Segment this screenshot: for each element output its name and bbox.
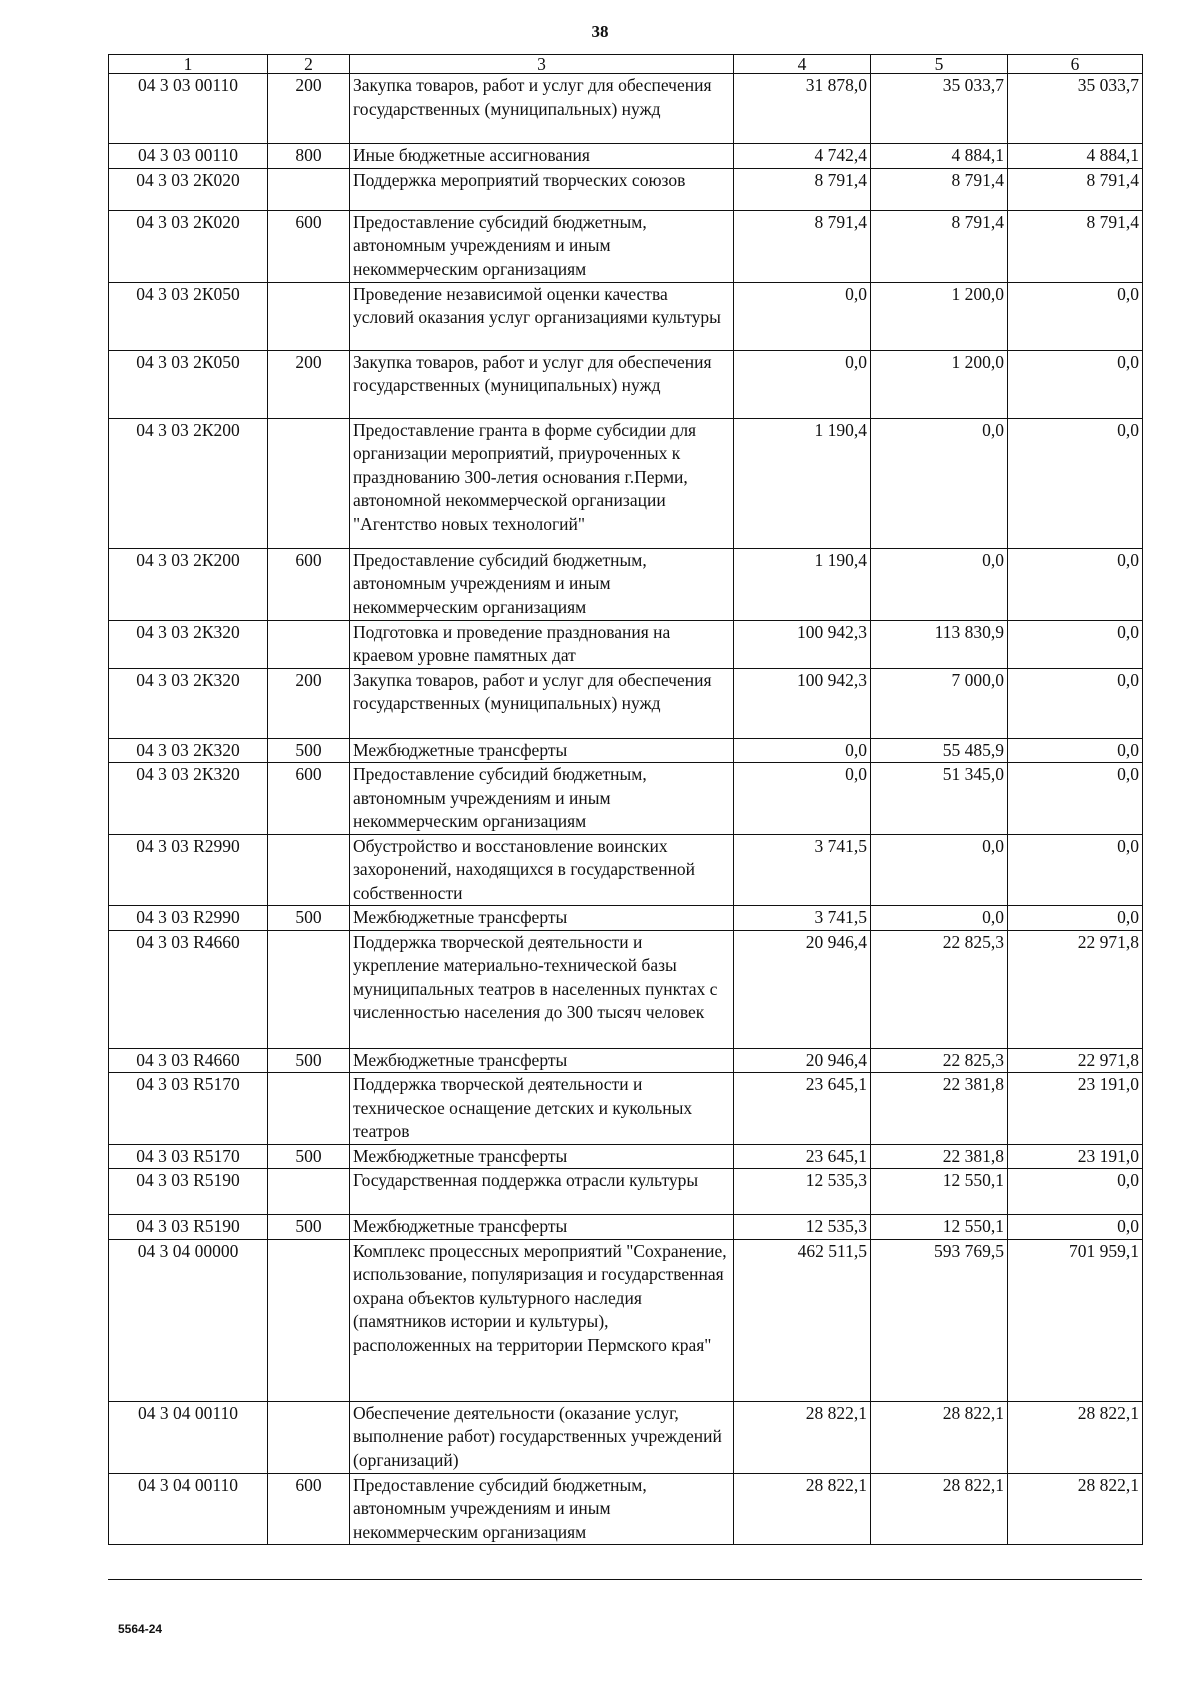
row-value-3: 8 791,4 xyxy=(1008,210,1143,282)
row-value-3: 0,0 xyxy=(1008,763,1143,835)
table-row xyxy=(109,350,1143,418)
row-code: 04 3 03 2К320 xyxy=(109,738,268,763)
row-value-1: 1 190,4 xyxy=(734,418,871,548)
row-code: 04 3 03 R5190 xyxy=(109,1215,268,1240)
row-code: 04 3 03 2К200 xyxy=(109,418,268,548)
table-row xyxy=(109,418,1143,548)
row-code: 04 3 03 2К020 xyxy=(109,168,268,210)
row-value-2: 12 550,1 xyxy=(871,1169,1008,1215)
table-row xyxy=(109,210,1143,282)
row-value-1: 1 190,4 xyxy=(734,548,871,620)
row-value-1: 3 741,5 xyxy=(734,834,871,906)
table-row xyxy=(109,144,1143,169)
table-row xyxy=(109,620,1143,668)
row-value-1: 8 791,4 xyxy=(734,168,871,210)
row-name: Закупка товаров, работ и услуг для обеспечения государственных (муниципальных) нужд xyxy=(350,350,734,418)
row-name: Обустройство и восстановление воинских захоронений, находящихся в государственной собственности xyxy=(350,834,734,906)
header-col-5: 5 xyxy=(871,55,1008,74)
row-expense-type xyxy=(268,1169,350,1215)
row-name: Государственная поддержка отрасли культуры xyxy=(350,1169,734,1215)
header-col-2: 2 xyxy=(268,55,350,74)
row-expense-type: 500 xyxy=(268,1048,350,1073)
row-value-2: 22 381,8 xyxy=(871,1073,1008,1145)
table-row xyxy=(109,763,1143,835)
row-value-2: 28 822,1 xyxy=(871,1401,1008,1473)
row-code: 04 3 03 2К320 xyxy=(109,620,268,668)
row-value-3: 0,0 xyxy=(1008,1169,1143,1215)
row-expense-type: 200 xyxy=(268,668,350,738)
row-expense-type: 500 xyxy=(268,906,350,931)
row-code: 04 3 04 00000 xyxy=(109,1239,268,1401)
row-value-3: 0,0 xyxy=(1008,418,1143,548)
row-name: Проведение независимой оценки качества условий оказания услуг организациями культуры xyxy=(350,282,734,350)
row-code: 04 3 03 R5170 xyxy=(109,1144,268,1169)
row-value-2: 22 825,3 xyxy=(871,1048,1008,1073)
row-value-2: 51 345,0 xyxy=(871,763,1008,835)
row-value-1: 28 822,1 xyxy=(734,1401,871,1473)
row-value-2: 593 769,5 xyxy=(871,1239,1008,1401)
row-value-3: 28 822,1 xyxy=(1008,1473,1143,1545)
row-value-1: 0,0 xyxy=(734,738,871,763)
row-value-1: 20 946,4 xyxy=(734,1048,871,1073)
row-value-3: 35 033,7 xyxy=(1008,74,1143,144)
row-value-1: 462 511,5 xyxy=(734,1239,871,1401)
footer-rule xyxy=(108,1579,1142,1580)
row-code: 04 3 03 2К050 xyxy=(109,350,268,418)
row-expense-type xyxy=(268,282,350,350)
row-value-3: 0,0 xyxy=(1008,548,1143,620)
row-name: Поддержка творческой деятельности и укрепление материально-технической базы муниципальных театров в населенных пунктах с численностью населения до 300 тысяч человек xyxy=(350,930,734,1048)
row-value-1: 0,0 xyxy=(734,763,871,835)
row-value-1: 100 942,3 xyxy=(734,620,871,668)
row-code: 04 3 03 2К050 xyxy=(109,282,268,350)
row-code: 04 3 03 2К320 xyxy=(109,763,268,835)
row-value-1: 12 535,3 xyxy=(734,1215,871,1240)
table-row xyxy=(109,1144,1143,1169)
row-name: Межбюджетные трансферты xyxy=(350,1048,734,1073)
table-row xyxy=(109,1215,1143,1240)
row-value-3: 28 822,1 xyxy=(1008,1401,1143,1473)
row-code: 04 3 03 2К020 xyxy=(109,210,268,282)
row-value-1: 8 791,4 xyxy=(734,210,871,282)
row-value-2: 1 200,0 xyxy=(871,350,1008,418)
table-row xyxy=(109,168,1143,210)
row-code: 04 3 03 R4660 xyxy=(109,1048,268,1073)
row-value-3: 0,0 xyxy=(1008,668,1143,738)
row-code: 04 3 03 R2990 xyxy=(109,834,268,906)
row-value-3: 0,0 xyxy=(1008,834,1143,906)
row-value-1: 23 645,1 xyxy=(734,1073,871,1145)
row-value-1: 31 878,0 xyxy=(734,74,871,144)
row-expense-type xyxy=(268,1073,350,1145)
table-row xyxy=(109,930,1143,1048)
row-name: Закупка товаров, работ и услуг для обеспечения государственных (муниципальных) нужд xyxy=(350,668,734,738)
row-value-1: 0,0 xyxy=(734,282,871,350)
row-value-1: 4 742,4 xyxy=(734,144,871,169)
row-value-3: 0,0 xyxy=(1008,906,1143,931)
header-col-3: 3 xyxy=(350,55,734,74)
row-value-2: 1 200,0 xyxy=(871,282,1008,350)
row-value-2: 28 822,1 xyxy=(871,1473,1008,1545)
row-name: Предоставление субсидий бюджетным, автономным учреждениям и иным некоммерческим организациям xyxy=(350,548,734,620)
row-code: 04 3 03 R4660 xyxy=(109,930,268,1048)
header-col-1: 1 xyxy=(109,55,268,74)
row-code: 04 3 04 00110 xyxy=(109,1401,268,1473)
row-expense-type: 600 xyxy=(268,763,350,835)
budget-table xyxy=(108,54,1143,1545)
row-code: 04 3 03 2К200 xyxy=(109,548,268,620)
row-value-2: 8 791,4 xyxy=(871,210,1008,282)
row-code: 04 3 03 R5190 xyxy=(109,1169,268,1215)
row-value-3: 4 884,1 xyxy=(1008,144,1143,169)
row-code: 04 3 04 00110 xyxy=(109,1473,268,1545)
row-value-2: 7 000,0 xyxy=(871,668,1008,738)
table-row xyxy=(109,1169,1143,1215)
row-value-1: 23 645,1 xyxy=(734,1144,871,1169)
row-value-2: 8 791,4 xyxy=(871,168,1008,210)
row-value-1: 100 942,3 xyxy=(734,668,871,738)
row-expense-type: 200 xyxy=(268,350,350,418)
row-value-3: 0,0 xyxy=(1008,1215,1143,1240)
table-row xyxy=(109,668,1143,738)
row-value-3: 23 191,0 xyxy=(1008,1073,1143,1145)
row-value-1: 12 535,3 xyxy=(734,1169,871,1215)
row-value-3: 0,0 xyxy=(1008,350,1143,418)
table-row xyxy=(109,548,1143,620)
row-expense-type: 800 xyxy=(268,144,350,169)
row-expense-type xyxy=(268,930,350,1048)
row-name: Межбюджетные трансферты xyxy=(350,738,734,763)
row-value-2: 4 884,1 xyxy=(871,144,1008,169)
row-code: 04 3 03 R2990 xyxy=(109,906,268,931)
row-value-3: 0,0 xyxy=(1008,620,1143,668)
row-name: Закупка товаров, работ и услуг для обеспечения государственных (муниципальных) нужд xyxy=(350,74,734,144)
row-value-3: 22 971,8 xyxy=(1008,930,1143,1048)
row-value-2: 0,0 xyxy=(871,418,1008,548)
row-value-1: 3 741,5 xyxy=(734,906,871,931)
row-expense-type: 500 xyxy=(268,1215,350,1240)
row-value-2: 22 825,3 xyxy=(871,930,1008,1048)
row-name: Предоставление субсидий бюджетным, автономным учреждениям и иным некоммерческим организациям xyxy=(350,210,734,282)
table-row xyxy=(109,74,1143,144)
document-code: 5564-24 xyxy=(118,1622,163,1636)
row-expense-type: 600 xyxy=(268,548,350,620)
row-value-2: 0,0 xyxy=(871,548,1008,620)
row-value-3: 8 791,4 xyxy=(1008,168,1143,210)
row-expense-type xyxy=(268,418,350,548)
row-name: Подготовка и проведение празднования на краевом уровне памятных дат xyxy=(350,620,734,668)
table-row xyxy=(109,834,1143,906)
row-name: Межбюджетные трансферты xyxy=(350,906,734,931)
table-row xyxy=(109,1401,1143,1473)
row-code: 04 3 03 00110 xyxy=(109,144,268,169)
row-name: Иные бюджетные ассигнования xyxy=(350,144,734,169)
row-value-3: 23 191,0 xyxy=(1008,1144,1143,1169)
row-expense-type: 500 xyxy=(268,738,350,763)
row-value-2: 55 485,9 xyxy=(871,738,1008,763)
row-value-2: 0,0 xyxy=(871,906,1008,931)
row-value-2: 22 381,8 xyxy=(871,1144,1008,1169)
row-expense-type: 600 xyxy=(268,1473,350,1545)
header-col-6: 6 xyxy=(1008,55,1143,74)
row-value-2: 35 033,7 xyxy=(871,74,1008,144)
table-row xyxy=(109,1473,1143,1545)
table-row xyxy=(109,906,1143,931)
row-name: Межбюджетные трансферты xyxy=(350,1215,734,1240)
row-value-3: 0,0 xyxy=(1008,282,1143,350)
row-value-1: 28 822,1 xyxy=(734,1473,871,1545)
row-name: Поддержка мероприятий творческих союзов xyxy=(350,168,734,210)
row-name: Предоставление субсидий бюджетным, автономным учреждениям и иным некоммерческим организациям xyxy=(350,1473,734,1545)
row-expense-type xyxy=(268,1239,350,1401)
row-expense-type xyxy=(268,1401,350,1473)
row-expense-type: 500 xyxy=(268,1144,350,1169)
row-expense-type xyxy=(268,834,350,906)
row-code: 04 3 03 R5170 xyxy=(109,1073,268,1145)
row-name: Межбюджетные трансферты xyxy=(350,1144,734,1169)
row-name: Предоставление субсидий бюджетным, автономным учреждениям и иным некоммерческим организациям xyxy=(350,763,734,835)
row-value-3: 701 959,1 xyxy=(1008,1239,1143,1401)
table-row xyxy=(109,1239,1143,1401)
row-value-2: 113 830,9 xyxy=(871,620,1008,668)
row-value-3: 0,0 xyxy=(1008,738,1143,763)
header-col-4: 4 xyxy=(734,55,871,74)
table-row xyxy=(109,1048,1143,1073)
row-expense-type xyxy=(268,168,350,210)
table-row xyxy=(109,1073,1143,1145)
row-value-1: 20 946,4 xyxy=(734,930,871,1048)
table-row xyxy=(109,282,1143,350)
row-value-2: 0,0 xyxy=(871,834,1008,906)
row-code: 04 3 03 2К320 xyxy=(109,668,268,738)
row-name: Обеспечение деятельности (оказание услуг, выполнение работ) государственных учреждений (организаций) xyxy=(350,1401,734,1473)
row-name: Комплекс процессных мероприятий "Сохранение, использование, популяризация и государственная охрана объектов культурного наследия (памятников истории и культуры), расположенных на территории Пермского края" xyxy=(350,1239,734,1401)
row-value-2: 12 550,1 xyxy=(871,1215,1008,1240)
row-expense-type: 200 xyxy=(268,74,350,144)
header-row xyxy=(109,55,1143,74)
row-expense-type xyxy=(268,620,350,668)
row-code: 04 3 03 00110 xyxy=(109,74,268,144)
row-value-1: 0,0 xyxy=(734,350,871,418)
page-number: 38 xyxy=(591,22,609,41)
row-name: Предоставление гранта в форме субсидии для организации мероприятий, приуроченных к празднованию 300-летия основания г.Перми, автономной некоммерческой организации "Агентство новых технологий" xyxy=(350,418,734,548)
row-expense-type: 600 xyxy=(268,210,350,282)
row-name: Поддержка творческой деятельности и техническое оснащение детских и кукольных театров xyxy=(350,1073,734,1145)
table-row xyxy=(109,738,1143,763)
row-value-3: 22 971,8 xyxy=(1008,1048,1143,1073)
